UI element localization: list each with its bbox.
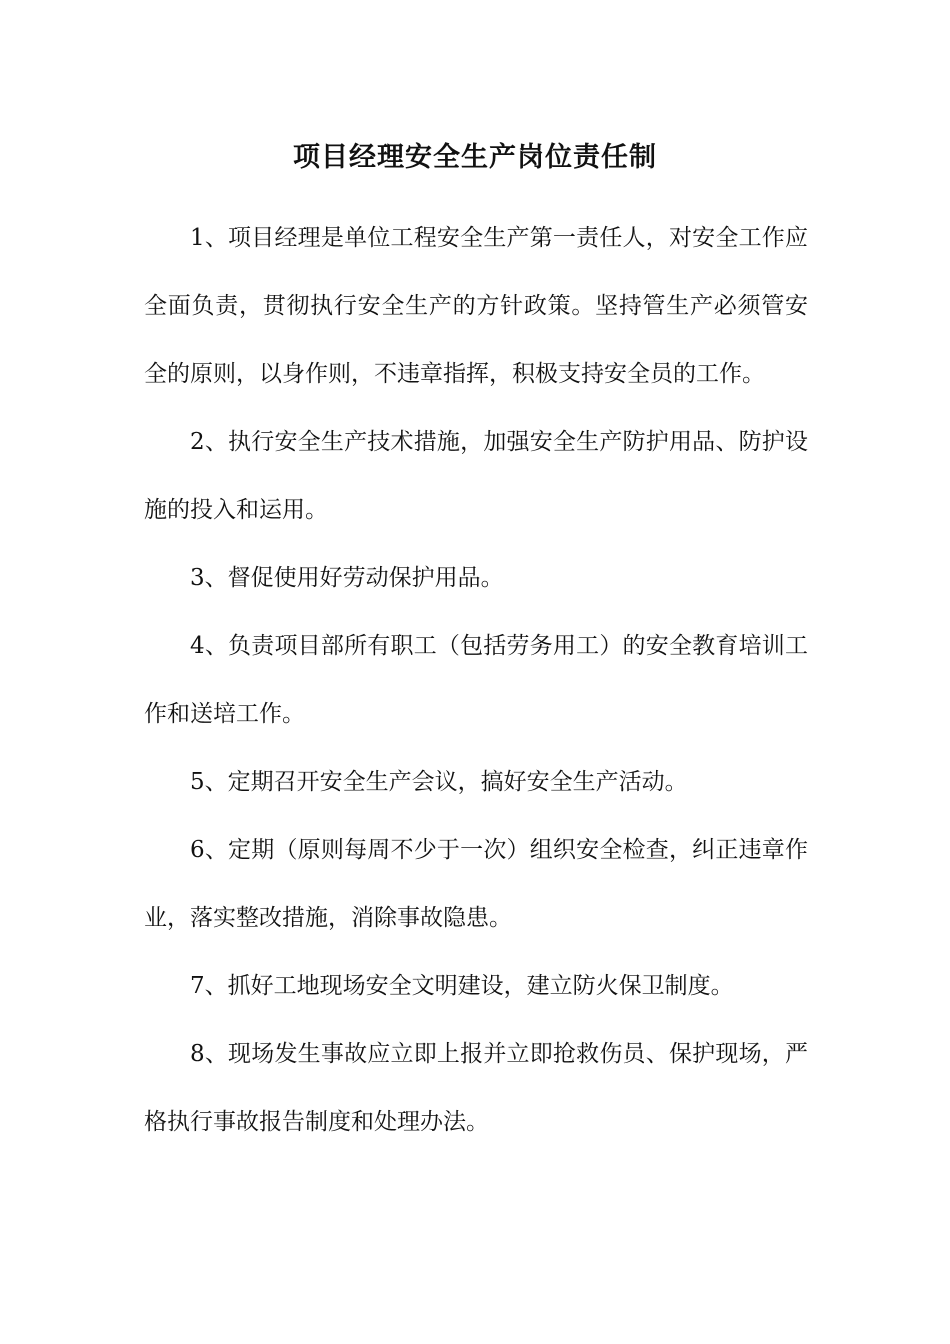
- paragraph-7: 7、抓好工地现场安全文明建设，建立防火保卫制度。: [190, 973, 734, 999]
- paragraph-4: 4、负责项目部所有职工（包括劳务用工）的安全教育培训工作和送培工作。: [144, 633, 808, 727]
- document-title: 项目经理安全生产岗位责任制: [293, 142, 657, 173]
- paragraph-3: 3、督促使用好劳动保护用品。: [190, 565, 504, 591]
- paragraph-2: 2、执行安全生产技术措施，加强安全生产防护用品、防护设施的投入和运用。: [144, 429, 808, 523]
- document-body: [144, 204, 808, 1156]
- paragraph-8: 8、现场发生事故应立即上报并立即抢救伤员、保护现场，严格执行事故报告制度和处理办法。: [144, 1041, 808, 1135]
- paragraph-1: 1、项目经理是单位工程安全生产第一责任人，对安全工作应全面负责，贯彻执行安全生产的方针政策。坚持管生产必须管安全的原则，以身作则，不违章指挥，积极支持安全员的工作。: [144, 225, 808, 387]
- paragraph-5: 5、定期召开安全生产会议，搞好安全生产活动。: [190, 769, 688, 795]
- paragraph-6: 6、定期（原则每周不少于一次）组织安全检查，纠正违章作业，落实整改措施，消除事故隐患。: [144, 837, 808, 931]
